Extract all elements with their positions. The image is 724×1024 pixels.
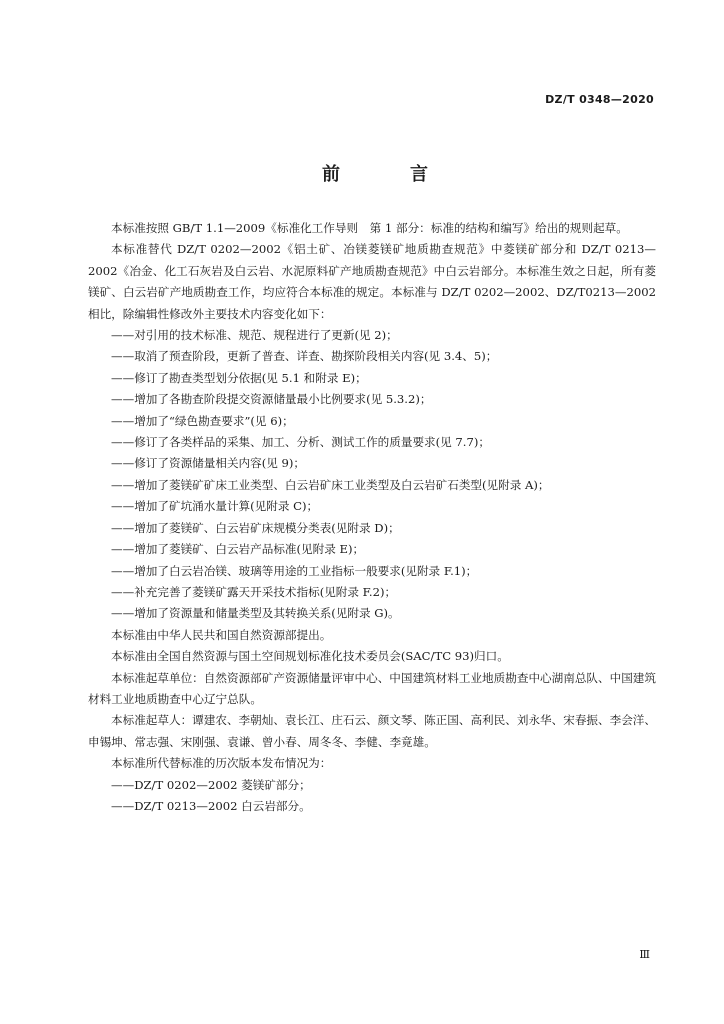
change-item: ——增加了菱镁矿、白云岩产品标准(见附录 E)； (111, 542, 365, 557)
page-title: 前 言 (322, 164, 454, 185)
change-item: ——修订了各类样品的采集、加工、分析、测试工作的质量要求(见 7.7)； (111, 435, 490, 450)
change-item: ——修订了勘查类型划分依据(见 5.1 和附录 E)； (111, 370, 367, 385)
history-item: ——DZ/T 0202—2002 菱镁矿部分； (111, 777, 311, 792)
paragraph-drafters: 本标准起草人：谭建农、李朝灿、袁长江、庄石云、颜文琴、陈正国、高利民、刘永华、宋春振、李会洋、申锡坤、常志强、宋刚强、袁谦、曾小春、周冬冬、李健、李竟雄。 (88, 713, 656, 749)
change-item: ——增加了资源量和储量类型及其转换关系(见附录 G)。 (111, 606, 400, 621)
change-item: ——补充完善了菱镁矿露天开采技术指标(见附录 F.2)； (111, 584, 397, 599)
change-item: ——增加了“绿色勘查要求”(见 6)； (111, 413, 294, 428)
change-item: ——增加了菱镁矿、白云岩矿床规模分类表(见附录 D)； (111, 520, 400, 535)
paragraph-drafting-units: 本标准起草单位：自然资源部矿产资源储量评审中心、中国建筑材料工业地质勘查中心湖南总队、中国建筑材料工业地质勘查中心辽宁总队。 (88, 670, 656, 706)
paragraph-replacement: 本标准替代 DZ/T 0202—2002《铝土矿、冶镁菱镁矿地质勘查规范》中菱镁矿部分和 DZ/T 0213—2002《冶金、化工石灰岩及白云岩、水泥原料矿产地质勘查规范》中白云岩部分。本标准生效之日起，所有菱镁矿、白云岩矿产地质勘查工作，均应符合本标准的规定。本标准与 DZ/T 0202—2002、DZ/T0213—2002 相比，除编辑性修改外主要技术内容变化如下： (88, 242, 656, 321)
page-number: Ⅲ (639, 948, 650, 961)
change-item: ——增加了菱镁矿矿床工业类型、白云岩矿床工业类型及白云岩矿石类型(见附录 A)； (111, 477, 550, 492)
change-item: ——增加了白云岩冶镁、玻璃等用途的工业指标一般要求(见附录 F.1)； (111, 563, 478, 578)
foreword-body (88, 218, 656, 817)
paragraph-history-intro: 本标准所代替标准的历次版本发布情况为： (111, 756, 332, 771)
history-item: ——DZ/T 0213—2002 白云岩部分。 (111, 798, 311, 813)
change-item: ——取消了预查阶段，更新了普查、详查、勘探阶段相关内容(见 3.4、5)； (111, 349, 498, 364)
standard-code: DZ/T 0348—2020 (545, 93, 654, 106)
change-item: ——对引用的技术标准、规范、规程进行了更新(见 2)； (111, 328, 398, 343)
paragraph-drafting-rules: 本标准按照 GB/T 1.1—2009《标准化工作导则 第 1 部分：标准的结构和编写》给出的规则起草。 (111, 221, 628, 235)
paragraph-centralized: 本标准由全国自然资源与国土空间规划标准化技术委员会(SAC/TC 93)归口。 (111, 649, 509, 664)
change-item: ——增加了各勘查阶段提交资源储量最小比例要求(见 5.3.2)； (111, 392, 432, 407)
change-item: ——修订了资源储量相关内容(见 9)； (111, 456, 306, 471)
paragraph-proposer: 本标准由中华人民共和国自然资源部提出。 (111, 627, 332, 642)
change-item: ——增加了矿坑涌水量计算(见附录 C)； (111, 499, 319, 514)
